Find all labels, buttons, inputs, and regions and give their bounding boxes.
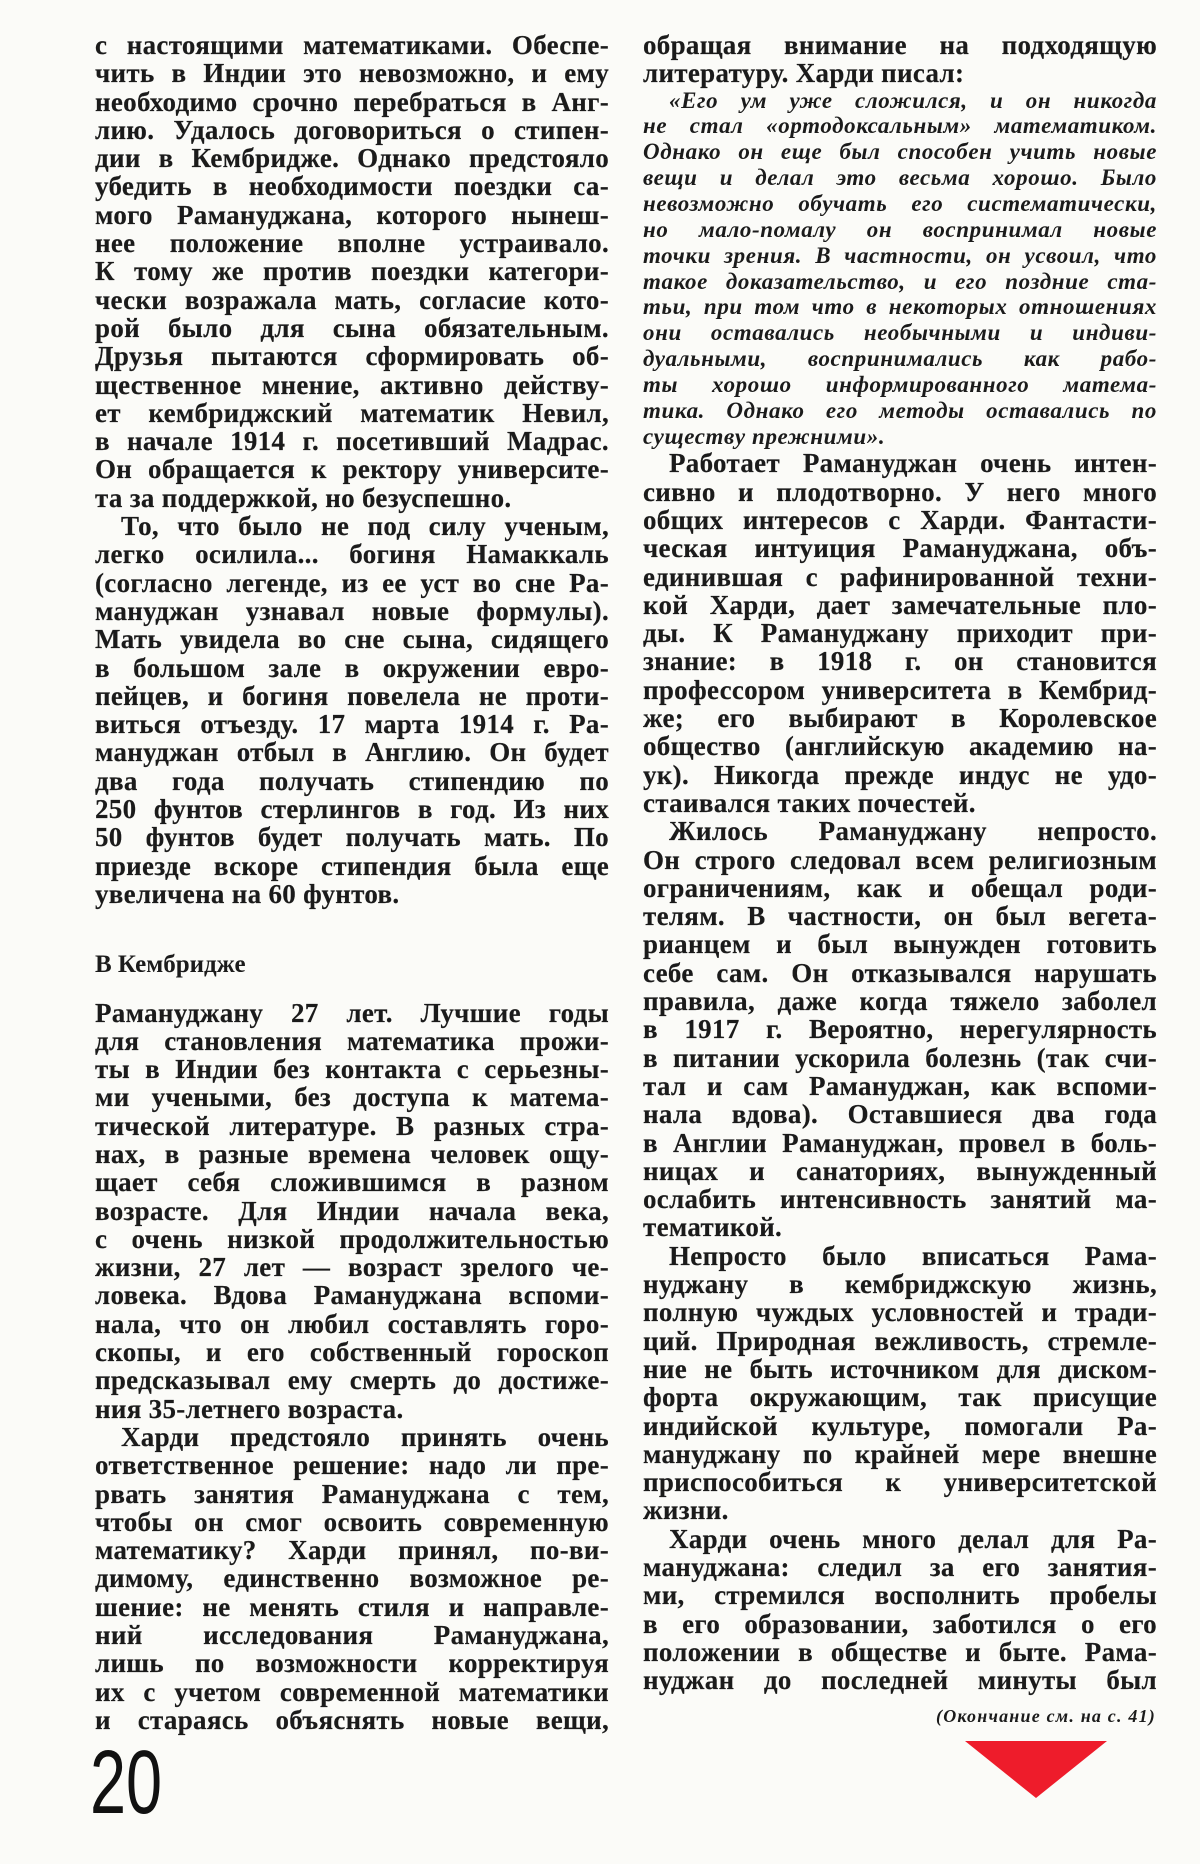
text-line: стаивался таких почестей. [643, 787, 976, 818]
text-line: убедить в необходимости поездки са- [95, 171, 609, 202]
paragraph [643, 817, 1157, 1241]
text-line: общество (английскую академию на- [643, 731, 1157, 762]
text-line: в питании ускорила болезнь (так счи- [643, 1042, 1157, 1073]
text-line: 250 фунтов стерлингов в год. Из них [95, 794, 609, 825]
text-line: ды. К Рамануджану приходит при- [643, 618, 1157, 649]
paragraph [95, 999, 609, 1423]
text-line: возрасте. Для Индии начала века, [95, 1195, 609, 1226]
text-line: единившая с рафинированной техни- [643, 561, 1157, 592]
text-line: То, что было не под силу ученым, [121, 511, 609, 542]
text-line: мого Рамануджана, которого нынеш- [95, 199, 609, 230]
text-line: нуджан до последней минуты был [643, 1665, 1157, 1696]
text-line: ответственное решение: надо ли пре- [95, 1450, 609, 1481]
text-line: виться отъезду. 17 марта 1914 г. Ра- [95, 709, 609, 740]
text-line: сивно и плодотворно. У него много [643, 476, 1157, 507]
text-line: обращая внимание на подходящую [643, 30, 1157, 60]
text-line: Работает Рамануджан очень интен- [669, 448, 1157, 479]
text-line: знание: в 1918 г. он становится [643, 646, 1157, 677]
text-line: в Англии Рамануджан, провел в боль- [643, 1127, 1157, 1158]
text-line: общих интересов с Харди. Фантасти- [643, 505, 1157, 535]
text-line: увеличена на 60 фунтов. [95, 878, 400, 909]
text-line: необходимо срочно перебраться в Анг- [95, 86, 609, 117]
text-line: ницах и санаториях, вынужденный [643, 1155, 1157, 1186]
text-line: их с учетом современной математики [95, 1676, 609, 1707]
paragraph [643, 1242, 1157, 1525]
text-line: «Его ум уже сложился, и он никогда [669, 87, 1157, 113]
text-line: тической литературе. В разных стра- [95, 1110, 609, 1141]
text-line: они оставались необычными и индиви- [643, 320, 1157, 346]
text-line: телям. В частности, он был вегета- [643, 901, 1157, 932]
text-line: К тому же против поездки категори- [95, 256, 609, 287]
text-line: нее положение вполне устраивало. [95, 228, 609, 259]
paragraph [643, 1525, 1157, 1695]
text-line: литературу. Харди писал: [643, 58, 965, 89]
text-line: мануджан отбыл в Англию. Он будет [95, 737, 609, 768]
text-line: индийской культуре, помогали Ра- [643, 1410, 1157, 1441]
text-line: жизни, 27 лет — возраст зрелого че- [95, 1252, 609, 1283]
text-line: вещи и делал это весьма хорошо. Было [643, 165, 1157, 191]
text-line: ми учеными, без доступа к матема- [95, 1082, 609, 1113]
text-line: Харди очень много делал для Ра- [669, 1523, 1157, 1554]
text-line: Друзья пытаются сформировать об- [95, 341, 609, 372]
paragraph [95, 31, 609, 512]
text-line: но мало-помалу он воспринимал новые [643, 216, 1157, 242]
text-line: нала вдова). Оставшиеся два года [643, 1099, 1157, 1130]
text-line: себе сам. Он отказывался нарушать [643, 957, 1157, 988]
text-line: приспособиться к университетской [643, 1467, 1157, 1498]
text-line: рвать занятия Рамануджана с тем, [95, 1478, 609, 1509]
text-line: правила, даже когда тяжело заболел [643, 986, 1157, 1017]
text-line: лишь по возможности корректируя [95, 1648, 609, 1679]
text-line: математику? Харди принял, по-ви- [95, 1535, 609, 1566]
text-line: тика. Однако его методы оставались по [643, 397, 1157, 423]
text-line: тал и сам Рамануджан, как вспоми- [643, 1070, 1157, 1101]
text-line: приезде вскоре стипендия была еще [95, 850, 609, 881]
text-line: скопы, и его собственный гороскоп [95, 1337, 609, 1368]
text-line: Харди предстояло принять очень [121, 1421, 609, 1452]
text-line: ет кембриджский математик Невил, [95, 397, 609, 428]
text-line: 50 фунтов будет получать мать. По [95, 822, 609, 853]
text-line: пейцев, и богиня повелела не проти- [95, 680, 609, 711]
text-line: ограничениям, как и обещал роди- [643, 872, 1157, 903]
right-column [643, 31, 1157, 1694]
left-column [95, 31, 609, 1734]
text-line: с настоящими математиками. Обеспе- [95, 30, 609, 60]
text-line: в 1917 г. Вероятно, нерегулярность [643, 1014, 1157, 1045]
text-line: щает себя сложившимся в разном [95, 1167, 609, 1198]
text-line: ук). Никогда прежде индус не удо- [643, 759, 1157, 790]
text-line: ния 35-летнего возраста. [95, 1393, 404, 1424]
text-line: для становления математика прожи- [95, 1025, 609, 1056]
text-line: нах, в разные времена человек ощу- [95, 1138, 609, 1169]
text-line: два года получать стипендию по [95, 765, 609, 796]
text-line: кой Харди, дает замечательные пло- [643, 589, 1157, 620]
text-line: рианцем и был вынужден готовить [643, 929, 1157, 960]
text-line: (согласно легенде, из ее уст во сне Ра- [95, 567, 609, 598]
text-line: форта окружающим, так присущие [643, 1382, 1157, 1413]
text-line: ты хорошо информированного матема- [643, 371, 1157, 397]
text-line: шение: не менять стиля и направле- [95, 1591, 609, 1622]
text-line: легко осилила... богиня Намаккаль [95, 539, 609, 570]
text-line: существу прежними». [643, 423, 886, 449]
text-line: точки зрения. В частности, он усвоил, что [643, 242, 1157, 268]
text-line: нала, что он любил составлять горо- [95, 1308, 609, 1339]
text-line: рой было для сына обязательным. [95, 312, 609, 343]
text-line: жизни. [643, 1495, 729, 1526]
text-line: димому, единственно возможное ре- [95, 1563, 609, 1594]
text-line: та за поддержкой, но безуспешно. [95, 482, 512, 513]
text-line: тематикой. [643, 1212, 783, 1243]
text-line: мануджану по крайней мере внешне [643, 1438, 1157, 1469]
text-line: чески возражала мать, согласие кото- [95, 284, 609, 315]
text-line: невозможно обучать его систематически, [643, 190, 1157, 216]
paragraph [643, 449, 1157, 817]
text-line: положении в обществе и быте. Рама- [643, 1636, 1157, 1667]
paragraph [643, 31, 1157, 88]
text-line: в начале 1914 г. посетивший Мадрас. [95, 426, 609, 457]
text-line: ослабить интенсивность занятий ма- [643, 1184, 1157, 1215]
continuation-note: (Окончание см. на с. 41) [936, 1706, 1156, 1726]
text-line: же; его выбирают в Королевское [643, 703, 1157, 734]
text-line: такое доказательство, и его поздние ста- [643, 268, 1157, 294]
text-line: с очень низкой продолжительностью [95, 1223, 609, 1254]
paragraph [95, 512, 609, 908]
text-line: профессором университета в Кембрид- [643, 674, 1157, 705]
paragraph [95, 1423, 609, 1734]
text-line: предсказывал ему смерть до достиже- [95, 1365, 609, 1396]
text-line: Жилось Рамануджану непросто. [669, 816, 1157, 847]
text-line: не стал «ортодоксальным» математиком. [643, 113, 1157, 139]
text-line: ческая интуиция Рамануджана, объ- [643, 533, 1157, 564]
text-line: Он строго следовал всем религиозным [643, 844, 1157, 875]
text-line: ловека. Вдова Рамануджана вспоми- [95, 1280, 609, 1311]
text-line: ций. Природная вежливость, стремле- [643, 1325, 1157, 1356]
text-line: ние не быть источником для диском- [643, 1353, 1157, 1384]
text-line: чить в Индии это невозможно, и ему [95, 58, 609, 89]
block-quote [643, 88, 1157, 450]
text-line: мануджана: следил за его занятия- [643, 1551, 1157, 1582]
text-line: дуальными, воспринимались как рабо- [643, 346, 1157, 372]
text-line: Рамануджану 27 лет. Лучшие годы [95, 997, 609, 1028]
section-heading: В Кембридже [95, 951, 246, 979]
text-line: Он обращается к ректору университе- [95, 454, 609, 485]
text-line: Непросто было вписаться Рама- [669, 1240, 1157, 1271]
text-line: чтобы он смог освоить современную [95, 1506, 609, 1537]
text-line: в большом зале в окружении евро- [95, 652, 609, 683]
text-line: щественное мнение, активно действу- [95, 369, 609, 400]
continue-arrow-icon [965, 1741, 1107, 1798]
text-line: ний исследования Рамануджана, [95, 1620, 609, 1651]
page-number: 20 [90, 1733, 163, 1833]
text-line: дии в Кембридже. Однако предстояло [95, 143, 609, 174]
text-line: Однако он еще был способен учить новые [643, 139, 1157, 165]
text-line: и стараясь объяснять новые вещи, [95, 1704, 609, 1735]
text-line: полную чуждых условностей и тради- [643, 1297, 1157, 1328]
text-line: тьи, при том что в некоторых отношениях [643, 294, 1157, 320]
text-line: нуджану в кембриджскую жизнь, [643, 1269, 1157, 1300]
text-line: в его образовании, заботился о его [643, 1608, 1157, 1639]
text-line: лию. Удалось договориться о стипен- [95, 114, 609, 145]
text-line: Мать увидела во сне сына, сидящего [95, 624, 609, 655]
text-line: мануджан узнавал новые формулы). [95, 595, 609, 626]
text-line: ты в Индии без контакта с серьезны- [95, 1054, 609, 1085]
text-line: ми, стремился восполнить пробелы [643, 1580, 1157, 1611]
